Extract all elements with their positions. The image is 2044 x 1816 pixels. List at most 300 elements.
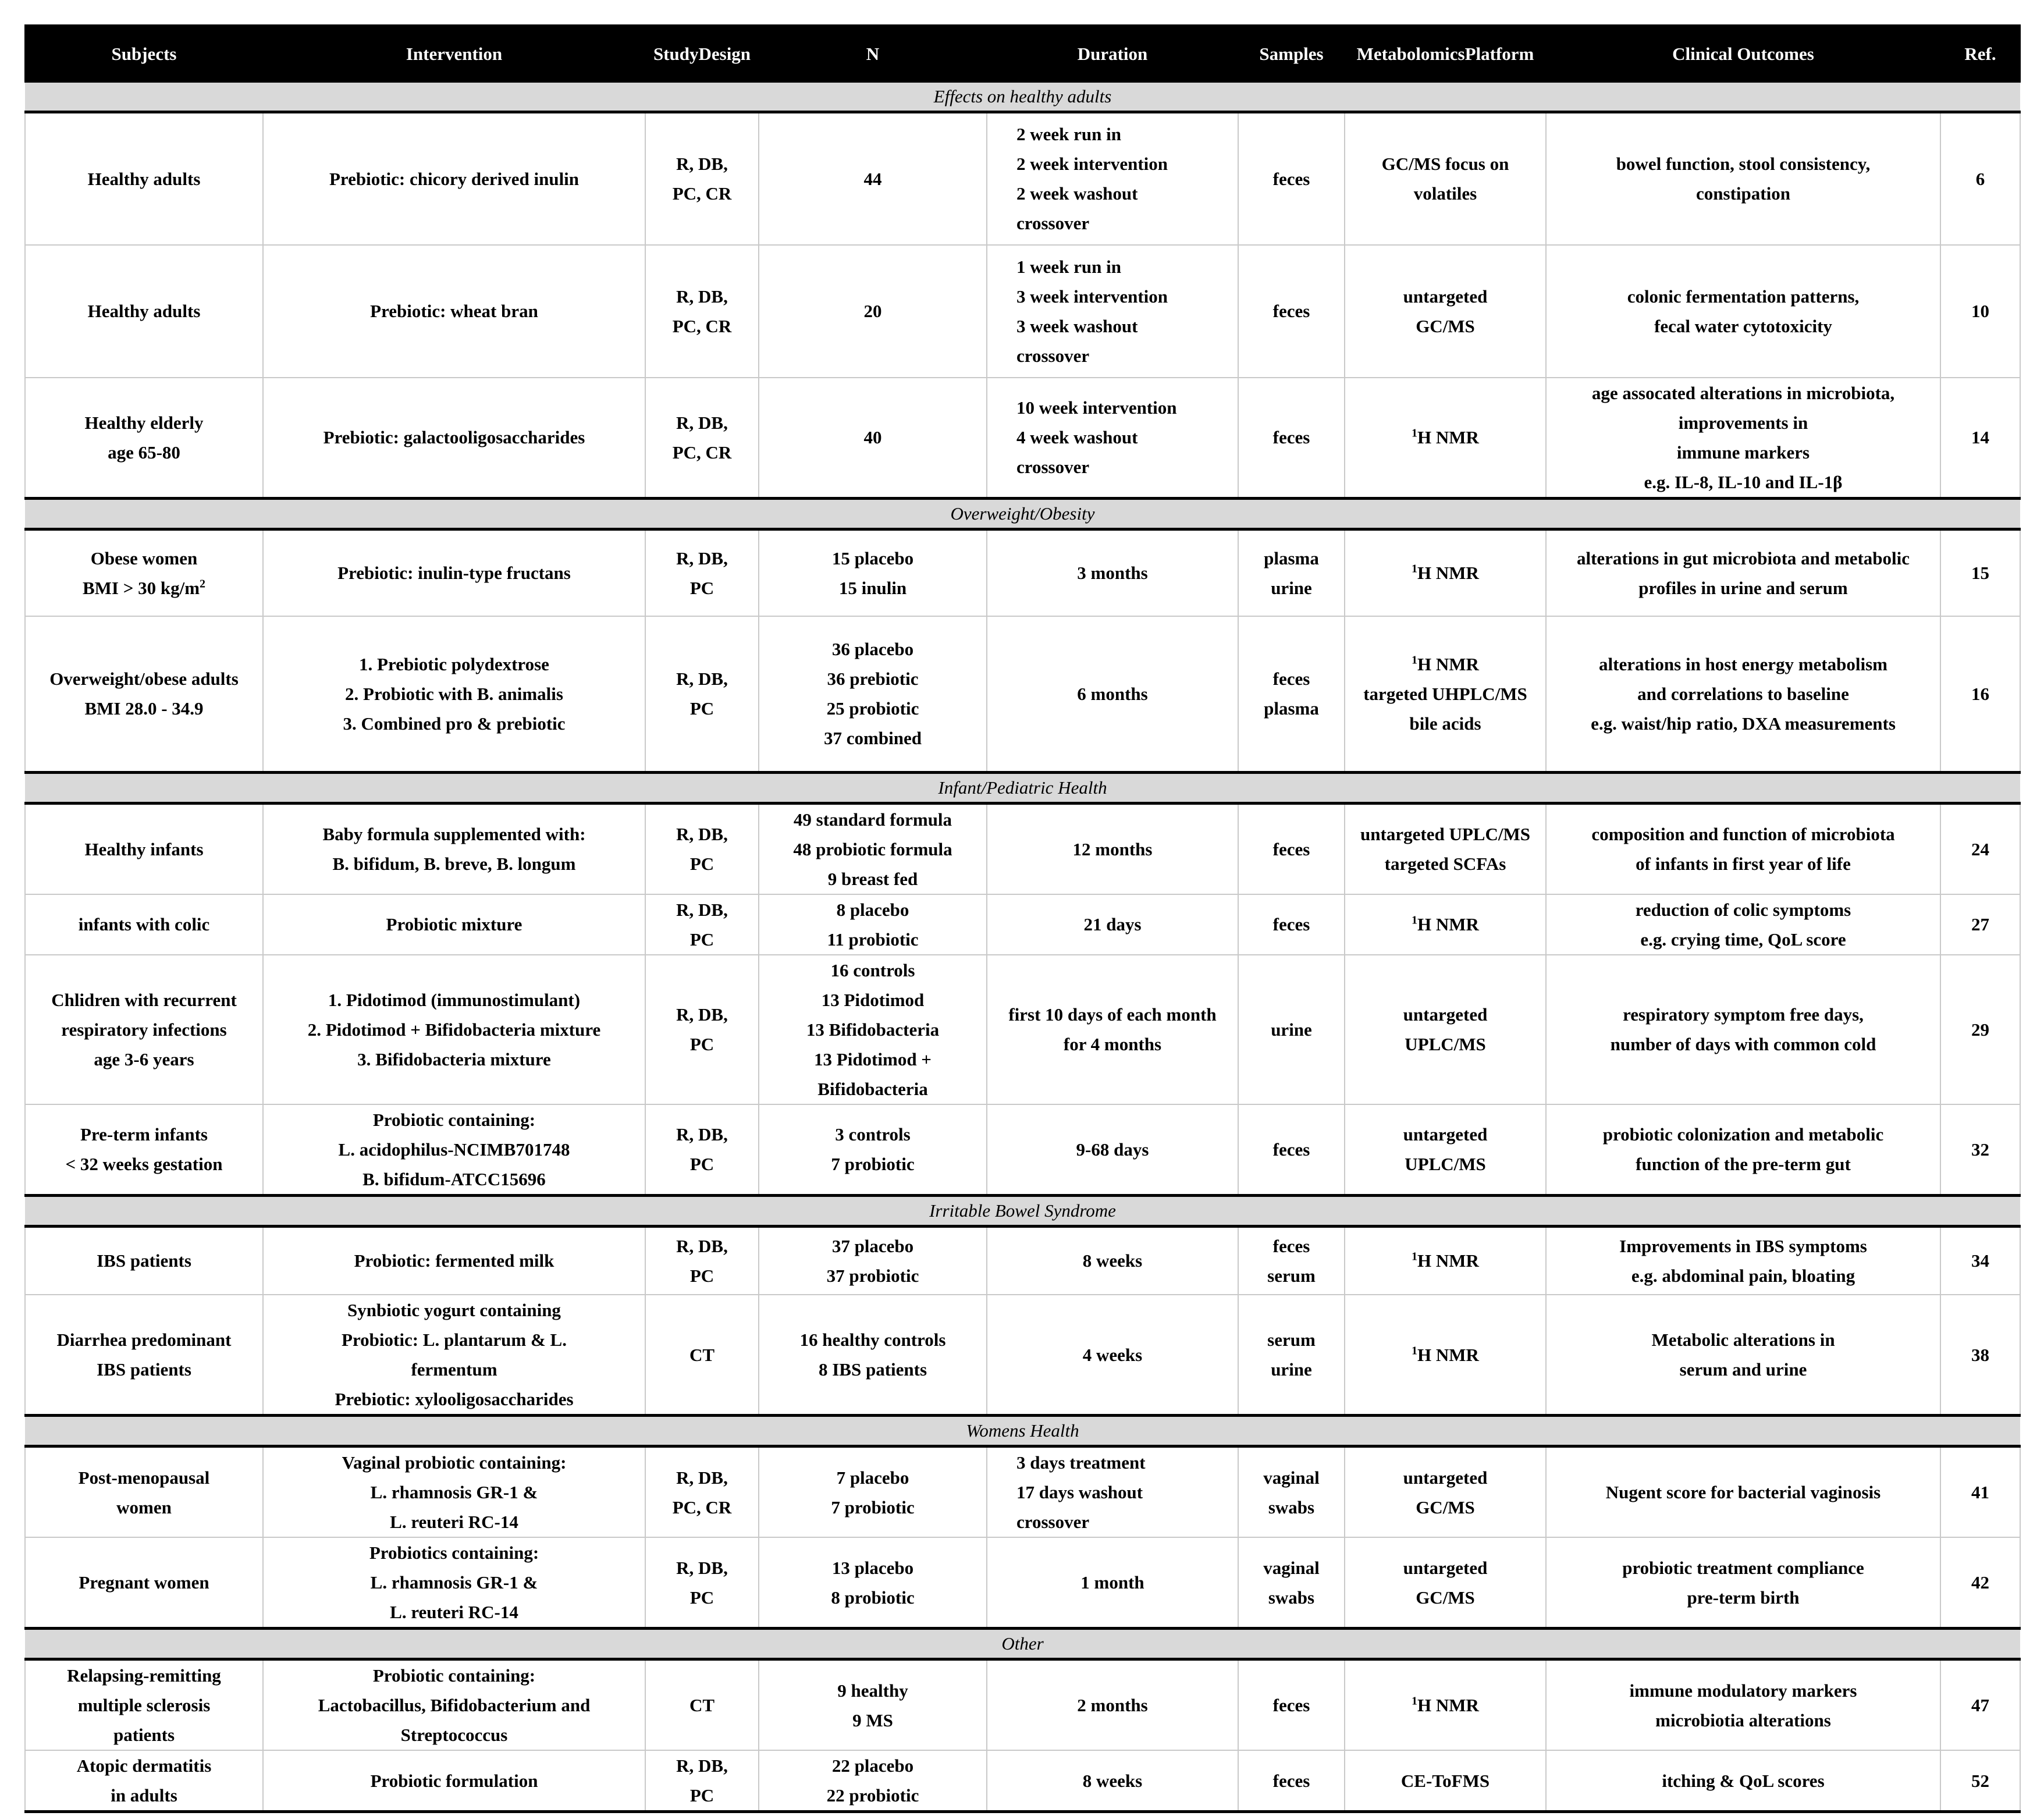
cell-n bbox=[759, 894, 987, 955]
cell-duration bbox=[987, 1295, 1238, 1416]
cell-n bbox=[759, 803, 987, 894]
cell-text: CE-ToFMS bbox=[1400, 1770, 1490, 1791]
cell-ref bbox=[1940, 1104, 2020, 1196]
cell-text: 9 MS bbox=[852, 1710, 893, 1730]
cell-text: colonic fermentation patterns, bbox=[1627, 286, 1860, 307]
section-row bbox=[25, 82, 2020, 112]
cell-text: PC, CR bbox=[672, 1497, 732, 1518]
cell-text: 7 probiotic bbox=[831, 1497, 915, 1518]
cell-text: Prebiotic: inulin-type fructans bbox=[337, 563, 571, 584]
cell-platform bbox=[1345, 1447, 1546, 1538]
cell-text: immune markers bbox=[1676, 442, 1810, 463]
cell-n bbox=[759, 1659, 987, 1751]
section-row bbox=[25, 498, 2020, 529]
cell-text: feces bbox=[1272, 1139, 1310, 1160]
header-row bbox=[25, 25, 2020, 82]
cell-text: untargeted bbox=[1403, 1004, 1488, 1025]
cell-text: 7 probiotic bbox=[831, 1154, 915, 1174]
cell-subjects bbox=[25, 112, 263, 245]
cell-text: number of days with common cold bbox=[1610, 1034, 1876, 1054]
cell-subjects bbox=[25, 1104, 263, 1196]
cell-text: targeted SCFAs bbox=[1384, 854, 1506, 874]
cell-platform bbox=[1345, 245, 1546, 378]
table-row bbox=[25, 1295, 2020, 1416]
cell-text: Chlidren with recurrent bbox=[51, 989, 237, 1010]
cell-text: untargeted bbox=[1403, 286, 1488, 307]
cell-duration bbox=[987, 955, 1238, 1104]
cell-text: $^1$H NMR bbox=[1412, 653, 1479, 674]
cell-text: Prebiotic: wheat bran bbox=[370, 301, 538, 321]
cell-text: B. bifidum-ATCC15696 bbox=[362, 1168, 546, 1189]
cell-samples bbox=[1238, 803, 1345, 894]
cell-text: PC bbox=[689, 1154, 714, 1174]
cell-duration bbox=[987, 894, 1238, 955]
header-text: Metabolomics bbox=[1356, 43, 1465, 64]
cell-design bbox=[645, 529, 759, 616]
cell-text: composition and function of microbiota bbox=[1591, 824, 1895, 844]
cell-outcomes bbox=[1546, 1537, 1940, 1629]
cell-text: 15 bbox=[1971, 563, 1989, 584]
cell-text: Lactobacillus, Bifidobacterium and bbox=[318, 1695, 591, 1715]
cell-text: 8 weeks bbox=[1082, 1770, 1143, 1791]
cell-platform bbox=[1345, 1226, 1546, 1295]
cell-text: 8 weeks bbox=[1082, 1250, 1143, 1271]
cell-text: $^1$H NMR bbox=[1412, 1694, 1479, 1715]
cell-platform bbox=[1345, 1295, 1546, 1416]
table-row bbox=[25, 1226, 2020, 1295]
section-row bbox=[25, 1195, 2020, 1226]
cell-text: crossover bbox=[1016, 213, 1090, 234]
cell-text: 15 inulin bbox=[838, 577, 907, 598]
cell-duration bbox=[987, 112, 1238, 245]
cell-text: Probiotics containing: bbox=[369, 1543, 539, 1563]
cell-text: 44 bbox=[863, 168, 882, 189]
cell-text: feces bbox=[1272, 914, 1310, 934]
cell-text: $^1$H NMR bbox=[1412, 914, 1479, 934]
cell-text: 2 week intervention bbox=[1016, 154, 1168, 175]
cell-text: feces bbox=[1272, 168, 1310, 189]
cell-text: age 3-6 years bbox=[94, 1049, 194, 1069]
cell-text: R, DB, bbox=[676, 824, 728, 844]
cell-ref bbox=[1940, 616, 2020, 772]
cell-outcomes bbox=[1546, 1447, 1940, 1538]
cell-samples bbox=[1238, 1537, 1345, 1629]
cell-text: and correlations to baseline bbox=[1637, 683, 1849, 704]
cell-subjects bbox=[25, 1226, 263, 1295]
cell-outcomes bbox=[1546, 1295, 1940, 1416]
cell-design bbox=[645, 616, 759, 772]
cell-text: L. rhamnosis GR-1 & bbox=[370, 1482, 538, 1502]
cell-samples bbox=[1238, 955, 1345, 1104]
cell-text: 48 probiotic formula bbox=[793, 838, 952, 859]
cell-ref bbox=[1940, 955, 2020, 1104]
cell-text: 37 probiotic bbox=[826, 1265, 919, 1286]
cell-text: 2 week run in bbox=[1016, 124, 1121, 145]
cell-text: urine bbox=[1271, 1359, 1312, 1380]
cell-text: 3 week intervention bbox=[1016, 286, 1168, 307]
cell-ref bbox=[1940, 894, 2020, 955]
cell-text: Pre-term infants bbox=[80, 1124, 208, 1145]
cell-text: B. bifidum, B. breve, B. longum bbox=[332, 854, 576, 874]
cell-text: volatiles bbox=[1413, 183, 1477, 204]
cell-text: feces bbox=[1272, 1770, 1310, 1791]
cell-text: multiple sclerosis bbox=[77, 1695, 211, 1715]
cell-text: 20 bbox=[863, 301, 882, 321]
cell-outcomes bbox=[1546, 1104, 1940, 1196]
cell-platform bbox=[1345, 1750, 1546, 1812]
header-intervention bbox=[263, 25, 645, 82]
cell-outcomes bbox=[1546, 378, 1940, 499]
cell-subjects bbox=[25, 245, 263, 378]
cell-text: Probiotic: L. plantarum & L. bbox=[342, 1330, 567, 1350]
cell-ref bbox=[1940, 1659, 2020, 1751]
cell-duration bbox=[987, 378, 1238, 499]
cell-platform bbox=[1345, 894, 1546, 955]
cell-text: 29 bbox=[1971, 1019, 1989, 1040]
cell-text: 34 bbox=[1971, 1250, 1989, 1271]
cell-text: Synbiotic yogurt containing bbox=[347, 1300, 561, 1320]
cell-text: UPLC/MS bbox=[1405, 1154, 1486, 1174]
cell-text: urine bbox=[1271, 577, 1312, 598]
cell-outcomes bbox=[1546, 112, 1940, 245]
table-row bbox=[25, 1659, 2020, 1751]
cell-text: GC/MS bbox=[1416, 1497, 1475, 1518]
cell-text: serum and urine bbox=[1679, 1359, 1807, 1380]
cell-subjects bbox=[25, 616, 263, 772]
clinical-studies-table bbox=[24, 24, 2021, 1813]
cell-text: microbiotia alterations bbox=[1655, 1710, 1831, 1730]
header-text: Samples bbox=[1259, 43, 1324, 64]
cell-text: alterations in host energy metabolism bbox=[1599, 653, 1887, 674]
cell-text: 4 week washout bbox=[1016, 427, 1138, 447]
cell-text: 13 placebo bbox=[831, 1557, 914, 1578]
cell-text: untargeted bbox=[1403, 1467, 1488, 1488]
cell-text: 14 bbox=[1971, 427, 1989, 447]
cell-text: Pregnant women bbox=[79, 1572, 209, 1593]
cell-text: PC, CR bbox=[672, 315, 732, 336]
cell-outcomes bbox=[1546, 1659, 1940, 1751]
header-text: N bbox=[866, 43, 880, 64]
cell-text: $^1$H NMR bbox=[1412, 427, 1479, 447]
cell-text: R, DB, bbox=[676, 1755, 728, 1776]
cell-text: probiotic colonization and metabolic bbox=[1602, 1124, 1884, 1145]
cell-intervention bbox=[263, 803, 645, 894]
cell-text: 15 placebo bbox=[831, 548, 914, 568]
cell-text: Healthy elderly bbox=[84, 412, 204, 433]
cell-text: crossover bbox=[1016, 457, 1090, 477]
cell-ref bbox=[1940, 378, 2020, 499]
cell-text: GC/MS focus on bbox=[1381, 154, 1509, 175]
cell-text: plasma bbox=[1264, 548, 1319, 568]
cell-text: L. reuteri RC-14 bbox=[390, 1512, 518, 1532]
cell-text: 21 days bbox=[1083, 914, 1142, 934]
cell-platform bbox=[1345, 1659, 1546, 1751]
cell-text: Post-menopausal bbox=[78, 1467, 210, 1488]
header-subjects bbox=[25, 25, 263, 82]
cell-text: Baby formula supplemented with: bbox=[322, 824, 586, 844]
cell-text: 7 placebo bbox=[836, 1467, 909, 1488]
cell-text: 13 Pidotimod bbox=[821, 989, 925, 1010]
cell-duration bbox=[987, 1104, 1238, 1196]
table-row bbox=[25, 245, 2020, 378]
cell-outcomes bbox=[1546, 245, 1940, 378]
cell-text: e.g. abdominal pain, bloating bbox=[1631, 1265, 1855, 1286]
cell-text: age 65-80 bbox=[108, 442, 180, 463]
cell-n bbox=[759, 1750, 987, 1812]
cell-text: function of the pre-term gut bbox=[1636, 1154, 1851, 1174]
cell-text: feces bbox=[1272, 669, 1310, 690]
cell-text: 2 week washout bbox=[1016, 183, 1138, 204]
cell-design bbox=[645, 245, 759, 378]
cell-platform bbox=[1345, 112, 1546, 245]
cell-text: L. reuteri RC-14 bbox=[390, 1602, 518, 1622]
cell-outcomes bbox=[1546, 616, 1940, 772]
header-clinical-outcomes bbox=[1546, 25, 1940, 82]
header-text: Design bbox=[698, 43, 751, 64]
cell-intervention bbox=[263, 1295, 645, 1416]
cell-text: Improvements in IBS symptoms bbox=[1619, 1235, 1867, 1256]
cell-subjects bbox=[25, 1295, 263, 1416]
cell-text: R, DB, bbox=[676, 1124, 728, 1145]
cell-text: 24 bbox=[1971, 838, 1989, 859]
cell-text: < 32 weeks gestation bbox=[65, 1154, 223, 1174]
cell-design bbox=[645, 1226, 759, 1295]
cell-text: profiles in urine and serum bbox=[1638, 577, 1848, 598]
cell-text: 9 breast fed bbox=[827, 868, 918, 889]
section-title: Overweight/Obesity bbox=[25, 498, 2020, 529]
cell-text: PC bbox=[689, 1587, 714, 1608]
cell-design bbox=[645, 112, 759, 245]
cell-text: 1 month bbox=[1080, 1572, 1144, 1593]
cell-design bbox=[645, 1537, 759, 1629]
cell-text: of infants in first year of life bbox=[1636, 854, 1851, 874]
cell-subjects bbox=[25, 803, 263, 894]
cell-n bbox=[759, 378, 987, 499]
cell-platform bbox=[1345, 378, 1546, 499]
cell-text: 3 week washout bbox=[1016, 315, 1138, 336]
cell-text: first 10 days of each month bbox=[1008, 1004, 1217, 1025]
cell-samples bbox=[1238, 1104, 1345, 1196]
cell-text: CT bbox=[689, 1344, 715, 1365]
cell-design bbox=[645, 1659, 759, 1751]
cell-samples bbox=[1238, 616, 1345, 772]
cell-text: R, DB, bbox=[676, 154, 728, 175]
cell-intervention bbox=[263, 378, 645, 499]
cell-text: 37 placebo bbox=[831, 1235, 914, 1256]
cell-outcomes bbox=[1546, 1226, 1940, 1295]
cell-text: untargeted bbox=[1403, 1124, 1488, 1145]
cell-text: Probiotic formulation bbox=[370, 1770, 538, 1791]
cell-text: e.g. IL-8, IL-10 and IL-1β bbox=[1644, 471, 1843, 492]
cell-text: crossover bbox=[1016, 345, 1090, 366]
cell-subjects bbox=[25, 1537, 263, 1629]
cell-intervention bbox=[263, 894, 645, 955]
cell-design bbox=[645, 894, 759, 955]
header-text: Intervention bbox=[406, 43, 503, 64]
cell-text: Metabolic alterations in bbox=[1651, 1330, 1835, 1350]
cell-text: bowel function, stool consistency, bbox=[1616, 154, 1871, 175]
cell-platform bbox=[1345, 803, 1546, 894]
cell-text: probiotic treatment compliance bbox=[1622, 1557, 1864, 1578]
cell-platform bbox=[1345, 1104, 1546, 1196]
section-title: Irritable Bowel Syndrome bbox=[25, 1195, 2020, 1226]
cell-text: IBS patients bbox=[97, 1359, 191, 1380]
cell-duration bbox=[987, 616, 1238, 772]
cell-n bbox=[759, 1295, 987, 1416]
cell-samples bbox=[1238, 112, 1345, 245]
table-row bbox=[25, 1104, 2020, 1196]
cell-text: R, DB, bbox=[676, 548, 728, 568]
section-title: Infant/Pediatric Health bbox=[25, 772, 2020, 803]
section-row bbox=[25, 1416, 2020, 1447]
cell-text: PC bbox=[689, 929, 714, 950]
cell-samples bbox=[1238, 378, 1345, 499]
cell-text: 3 days treatment bbox=[1016, 1452, 1146, 1473]
cell-text: age assocated alterations in microbiota, bbox=[1591, 382, 1895, 403]
cell-text: 6 bbox=[1975, 168, 1985, 189]
cell-text: 8 IBS patients bbox=[818, 1359, 927, 1380]
section-title: Effects on healthy adults bbox=[25, 82, 2020, 112]
cell-design bbox=[645, 803, 759, 894]
cell-text: 22 probiotic bbox=[826, 1785, 919, 1806]
cell-text: CT bbox=[689, 1695, 715, 1715]
cell-intervention bbox=[263, 1750, 645, 1812]
cell-text: GC/MS bbox=[1416, 1587, 1475, 1608]
cell-text: 17 days washout bbox=[1016, 1482, 1143, 1502]
header-text: Platform bbox=[1464, 43, 1534, 64]
cell-text: 40 bbox=[863, 427, 882, 447]
cell-text: 8 placebo bbox=[836, 899, 909, 920]
cell-text: improvements in bbox=[1678, 412, 1808, 433]
cell-subjects bbox=[25, 378, 263, 499]
cell-n bbox=[759, 245, 987, 378]
cell-text: PC, CR bbox=[672, 183, 732, 204]
table-row bbox=[25, 803, 2020, 894]
cell-samples bbox=[1238, 894, 1345, 955]
cell-outcomes bbox=[1546, 803, 1940, 894]
cell-text: R, DB, bbox=[676, 412, 728, 433]
header-text: Ref. bbox=[1964, 43, 1996, 64]
cell-samples bbox=[1238, 529, 1345, 616]
cell-text: itching & QoL scores bbox=[1662, 1770, 1825, 1791]
cell-text: e.g. waist/hip ratio, DXA measurements bbox=[1591, 713, 1896, 734]
cell-duration bbox=[987, 1537, 1238, 1629]
cell-text: Probiotic: fermented milk bbox=[354, 1250, 554, 1271]
cell-text: 10 week intervention bbox=[1016, 397, 1177, 418]
cell-platform bbox=[1345, 529, 1546, 616]
header-text: Subjects bbox=[111, 43, 177, 64]
cell-text: feces bbox=[1272, 838, 1310, 859]
cell-text: 2 months bbox=[1077, 1695, 1148, 1715]
cell-text: 1. Prebiotic polydextrose bbox=[359, 653, 549, 674]
cell-text: 41 bbox=[1971, 1482, 1989, 1502]
cell-text: feces bbox=[1272, 1235, 1310, 1256]
cell-text: untargeted UPLC/MS bbox=[1360, 824, 1530, 844]
header-text: Duration bbox=[1077, 43, 1148, 64]
cell-text: targeted UHPLC/MS bbox=[1363, 683, 1527, 704]
cell-text: 10 bbox=[1971, 301, 1989, 321]
cell-n bbox=[759, 616, 987, 772]
header-text: Study bbox=[653, 43, 699, 64]
cell-text: feces bbox=[1272, 1695, 1310, 1715]
cell-text: serum bbox=[1267, 1330, 1316, 1350]
cell-text: 25 probiotic bbox=[826, 698, 919, 719]
cell-text: 8 probiotic bbox=[831, 1587, 915, 1608]
cell-ref bbox=[1940, 1537, 2020, 1629]
cell-duration bbox=[987, 1750, 1238, 1812]
table-header bbox=[25, 25, 2020, 82]
cell-text: for 4 months bbox=[1063, 1034, 1162, 1054]
cell-text: Probiotic containing: bbox=[372, 1109, 536, 1130]
cell-text: feces bbox=[1272, 427, 1310, 447]
cell-text: L. acidophilus-NCIMB701748 bbox=[338, 1139, 570, 1160]
table-row bbox=[25, 378, 2020, 499]
cell-text: 38 bbox=[1971, 1344, 1989, 1365]
cell-text: immune modulatory markers bbox=[1629, 1680, 1857, 1701]
cell-text: UPLC/MS bbox=[1405, 1034, 1486, 1054]
cell-text: Relapsing-remitting bbox=[67, 1665, 221, 1686]
cell-ref bbox=[1940, 529, 2020, 616]
cell-text: R, DB, bbox=[676, 1557, 728, 1578]
cell-text: crossover bbox=[1016, 1512, 1090, 1532]
cell-ref bbox=[1940, 245, 2020, 378]
cell-text: 12 months bbox=[1072, 838, 1153, 859]
cell-outcomes bbox=[1546, 529, 1940, 616]
cell-design bbox=[645, 955, 759, 1104]
cell-text: BMI 28.0 - 34.9 bbox=[84, 698, 204, 719]
cell-subjects bbox=[25, 1750, 263, 1812]
cell-text: PC bbox=[689, 1785, 714, 1806]
header-text: Clinical Outcomes bbox=[1672, 43, 1814, 64]
cell-text: feces bbox=[1272, 301, 1310, 321]
cell-text: Nugent score for bacterial vaginosis bbox=[1605, 1482, 1881, 1502]
cell-text: 22 placebo bbox=[831, 1755, 914, 1776]
cell-text: 52 bbox=[1971, 1770, 1989, 1791]
cell-outcomes bbox=[1546, 1750, 1940, 1812]
cell-text: 27 bbox=[1971, 914, 1989, 934]
cell-n bbox=[759, 1226, 987, 1295]
cell-subjects bbox=[25, 894, 263, 955]
cell-intervention bbox=[263, 112, 645, 245]
cell-text: swabs bbox=[1268, 1497, 1315, 1518]
cell-design bbox=[645, 378, 759, 499]
cell-text: fecal water cytotoxicity bbox=[1654, 315, 1832, 336]
cell-n bbox=[759, 1447, 987, 1538]
cell-text: 2. Probiotic with B. animalis bbox=[345, 683, 563, 704]
cell-text: 16 controls bbox=[830, 959, 915, 980]
cell-text: 13 Bifidobacteria bbox=[806, 1019, 940, 1040]
cell-text: 3. Combined pro & prebiotic bbox=[343, 713, 566, 734]
cell-duration bbox=[987, 1447, 1238, 1538]
cell-text: patients bbox=[113, 1725, 175, 1745]
cell-text: Healthy infants bbox=[84, 838, 204, 859]
cell-text: constipation bbox=[1696, 183, 1790, 204]
cell-text: 1. Pidotimod (immunostimulant) bbox=[328, 989, 581, 1010]
cell-intervention bbox=[263, 616, 645, 772]
cell-ref bbox=[1940, 1447, 2020, 1538]
cell-text: PC, CR bbox=[672, 442, 732, 463]
cell-text: Healthy adults bbox=[87, 168, 201, 189]
cell-design bbox=[645, 1447, 759, 1538]
section-title: Other bbox=[25, 1629, 2020, 1659]
cell-text: alterations in gut microbiota and metabolic bbox=[1576, 548, 1910, 568]
cell-text: PC bbox=[689, 854, 714, 874]
cell-duration bbox=[987, 1226, 1238, 1295]
table-row bbox=[25, 529, 2020, 616]
cell-text: untargeted bbox=[1403, 1557, 1488, 1578]
table-row bbox=[25, 1447, 2020, 1538]
cell-text: Probiotic containing: bbox=[372, 1665, 536, 1686]
